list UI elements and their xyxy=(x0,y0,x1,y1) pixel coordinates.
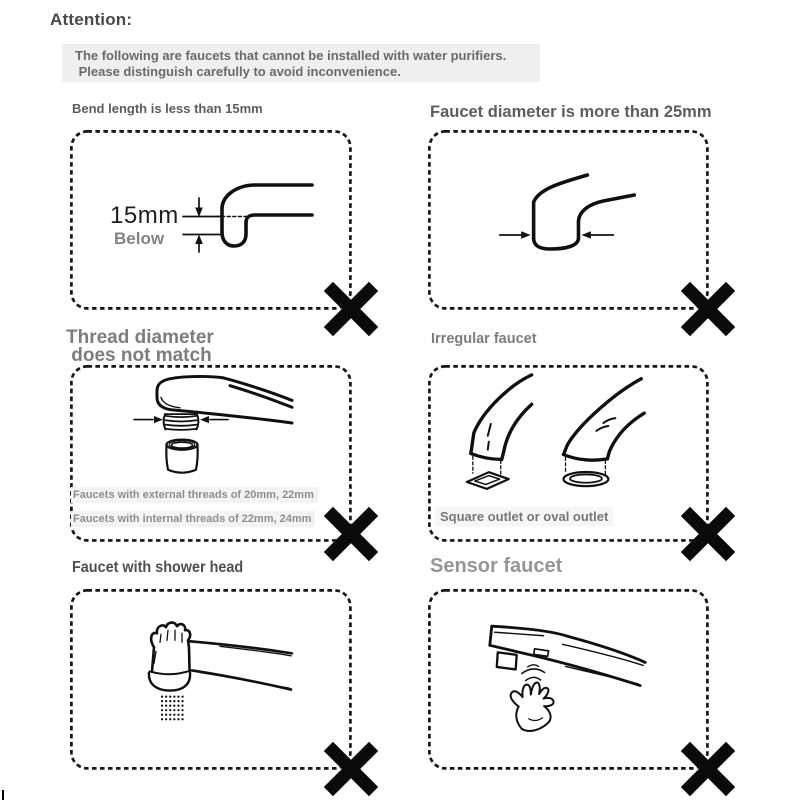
stray-mark xyxy=(2,790,4,800)
arrow-up-icon xyxy=(195,235,203,245)
panel-irregular-faucet xyxy=(428,365,709,542)
panel-sensor-faucet xyxy=(428,589,709,770)
hand-shape xyxy=(511,683,554,731)
arrow-down-icon xyxy=(195,208,203,218)
wide-faucet-illustration xyxy=(428,130,709,310)
arrow-right-icon xyxy=(154,416,163,423)
note-line-1: The following are faucets that cannot be installed with water purifiers. xyxy=(75,48,507,63)
square-outlet-shape xyxy=(467,472,509,489)
panel-title-thread-diameter xyxy=(66,329,214,365)
outlet-caption: Square outlet or oval outlet xyxy=(435,507,613,526)
shower-head-faucet-illustration xyxy=(70,589,352,770)
spout-tip-shape xyxy=(497,652,517,669)
reject-x-icon xyxy=(321,739,381,799)
panel-title-sensor-faucet: Sensor faucet xyxy=(430,555,563,577)
arrow-left-icon xyxy=(581,231,590,239)
panel-title-bend-length: Bend length is less than 15mm xyxy=(72,101,263,116)
reject-x-icon xyxy=(678,504,738,564)
panel-shower-head xyxy=(70,589,352,770)
reject-x-icon xyxy=(321,279,381,339)
panel-bend-length xyxy=(70,130,352,310)
panel-faucet-diameter xyxy=(428,130,709,310)
panel-thread-diameter xyxy=(70,365,352,542)
water-spray-dots xyxy=(162,697,183,720)
thread-note-internal: Faucets with internal threads of 22mm, 24mm xyxy=(71,511,315,527)
panel-title-shower-head: Faucet with shower head xyxy=(72,559,244,576)
sensor-window-shape xyxy=(534,649,549,657)
sensor-faucet-illustration xyxy=(428,589,709,770)
measure-below-label: Below xyxy=(114,229,165,248)
measure-value-label: 15mm xyxy=(110,202,179,229)
panel-title-faucet-diameter: Faucet diameter is more than 25mm xyxy=(430,103,712,121)
panel-title-irregular-faucet: Irregular faucet xyxy=(431,331,537,347)
arrow-left-icon xyxy=(200,416,209,423)
note-line-2: Please distinguish carefully to avoid inconvenience. xyxy=(75,64,401,79)
reject-x-icon xyxy=(321,504,381,564)
page-title: Attention: xyxy=(50,10,133,29)
thread-title-line2: does not match xyxy=(66,345,212,366)
thread-title-line1: Thread diameter xyxy=(66,327,214,348)
reject-x-icon xyxy=(678,279,738,339)
reject-x-icon xyxy=(678,739,738,799)
note-box xyxy=(62,44,540,82)
thread-note-external: Faucets with external threads of 20mm, 22mm xyxy=(71,487,318,503)
arrow-right-icon xyxy=(521,231,530,239)
sensor-waves xyxy=(522,665,545,681)
